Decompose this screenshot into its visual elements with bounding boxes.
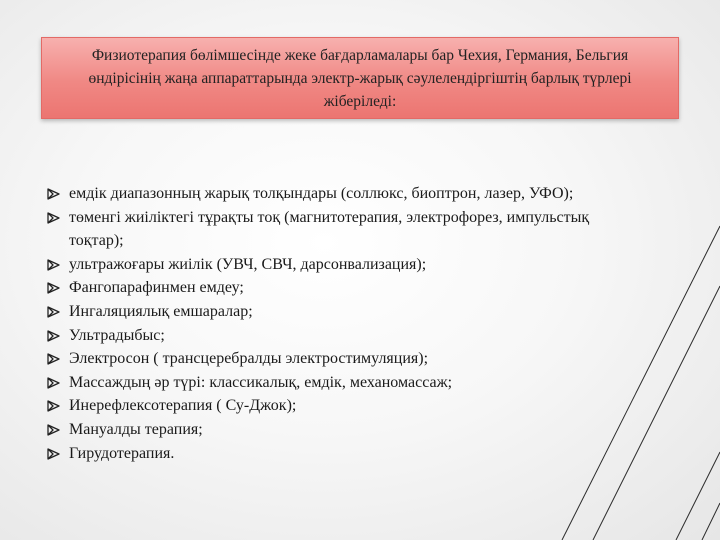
list-item [47, 418, 607, 442]
arrow-bullet-icon [47, 306, 60, 318]
list-item-text: Электросон ( трансцеребралды электростимуляция); [69, 350, 429, 368]
list-item-text: Ультрадыбыс; [69, 326, 165, 344]
list-item [47, 347, 607, 371]
list-item [47, 300, 607, 324]
bullet-list [47, 182, 607, 465]
slide-title: Физиотерапия бөлімшесінде жеке бағдарламалары бар Чехия, Германия, Бельгия өндірісінің жаңа аппараттарында электр-жарық сәулелендіргіштің барлық түрлері жіберіледі: [88, 46, 632, 110]
list-item-text: Гирудотерапия. [69, 444, 175, 462]
arrow-bullet-icon [47, 448, 60, 460]
list-item [47, 442, 607, 466]
list-item-text: Мануалды терапия; [69, 420, 203, 438]
list-item-text: Инерефлексотерапия ( Су-Джок); [69, 397, 297, 415]
list-item [47, 276, 607, 300]
arrow-bullet-icon [47, 377, 60, 389]
list-item-text: Ингаляциялық емшаралар; [69, 302, 253, 320]
list-item-text: ультражоғары жиілік (УВЧ, СВЧ, дарсонвализация); [69, 255, 427, 273]
arrow-bullet-icon [47, 424, 60, 436]
list-item [47, 324, 607, 348]
title-banner [41, 37, 679, 119]
arrow-bullet-icon [47, 282, 60, 294]
arrow-bullet-icon [47, 353, 60, 365]
arrow-bullet-icon [47, 400, 60, 412]
arrow-bullet-icon [47, 330, 60, 342]
list-item-text: Массаждың әр түрі: классикалық, емдік, механомассаж; [69, 373, 453, 391]
list-item-text: төменгі жиіліктегі тұрақты тоқ (магнитотерапия, электрофорез, импульстық тоқтар); [69, 208, 590, 250]
list-item [47, 371, 607, 395]
list-item [47, 253, 607, 277]
list-item [47, 206, 607, 253]
arrow-bullet-icon [47, 212, 60, 224]
list-item [47, 182, 607, 206]
arrow-bullet-icon [47, 188, 60, 200]
list-item-text: Фангопарафинмен емдеу; [69, 279, 244, 297]
list-item [47, 394, 607, 418]
arrow-bullet-icon [47, 259, 60, 271]
list-item-text: емдік диапазонның жарық толқындары (соллюкс, биоптрон, лазер, УФО); [69, 185, 574, 202]
